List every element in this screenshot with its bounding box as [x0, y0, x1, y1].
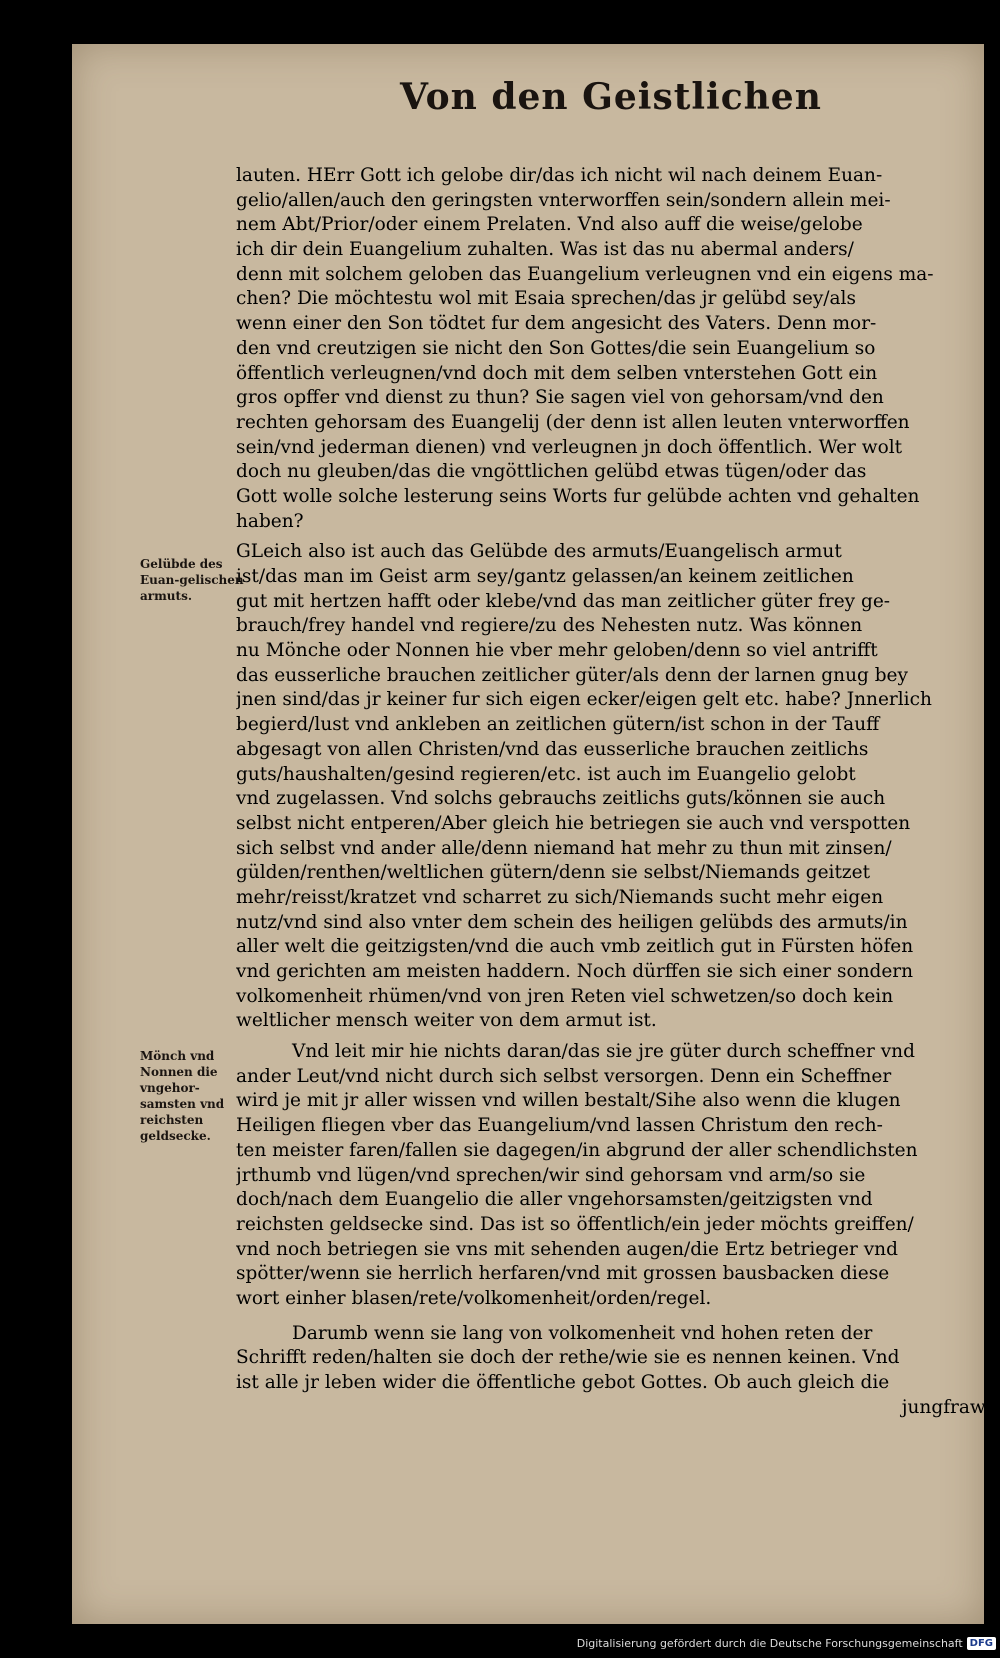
text-line: ten meister faren/fallen sie dagegen/in abgrund der aller schendlichsten [236, 1139, 918, 1161]
text-line: rechten gehorsam des Euangelij (der denn ist allen leuten vnterworffen [236, 411, 910, 433]
text-line: brauch/frey handel vnd regiere/zu des Nehesten nutz. Was können [236, 615, 863, 637]
text-line: denn mit solchem geloben das Euangelium verleugnen vnd ein eigens ma- [236, 263, 934, 285]
text-line: guts/haushalten/gesind regieren/etc. ist auch im Euangelio gelobt [236, 763, 856, 785]
paragraph [236, 164, 992, 534]
margin-note-armut: Gelübde des Euan-gelischen armuts. [140, 557, 244, 603]
text-line: das eusserliche brauchen zeitlicher güter/als denn der larnen gnug bey [236, 664, 908, 686]
text-line: Gott wolle solche lesterung seins Worts fur gelübde achten vnd gehalten [236, 485, 920, 507]
text-line: gülden/renthen/weltlichen gütern/denn sie selbst/Niemands geitzet [236, 862, 871, 884]
margin-note-moench: Mönch vnd Nonnen die vngehor-samsten vnd reichsten geldsecke. [140, 1049, 225, 1143]
paragraph [236, 1322, 992, 1421]
footer-text: Digitalisierung gefördert durch die Deutsche Forschungsgemeinschaft [576, 1636, 963, 1650]
footer [577, 1632, 996, 1654]
text-line: Darumb wenn sie lang von volkomenheit vnd hohen reten der [292, 1322, 873, 1344]
text-line: begierd/lust vnd ankleben an zeitlichen gütern/ist schon in der Tauff [236, 714, 880, 736]
text-line: gelio/allen/auch den geringsten vnterworffen sein/sondern allein mei- [236, 189, 891, 211]
text-line: jnen sind/das jr keiner fur sich eigen ecker/eigen gelt etc. habe? Jnnerlich [236, 689, 932, 711]
text-line: lauten. HErr Gott ich gelobe dir/das ich nicht wil nach deinem Euan- [236, 165, 883, 186]
text-line: sein/vnd jederman dienen) vnd verleugnen jn doch öffentlich. Wer wolt [236, 436, 903, 458]
text-line: doch nu gleuben/das die vngöttlichen gelübd etwas tügen/oder das [236, 461, 867, 483]
text-line: gros opffer vnd dienst zu thun? Sie sagen viel von gehorsam/vnd den [236, 387, 884, 409]
text-line: wort einher blasen/rete/volkomenheit/orden/regel. [236, 1287, 712, 1309]
text-line: abgesagt von allen Christen/vnd das eusserliche brauchen zeitlichs [236, 738, 869, 760]
text-line: spötter/wenn sie herrlich herfaren/vnd mit grossen bausbacken diese [236, 1263, 890, 1285]
paragraph [236, 1040, 992, 1312]
text-line: vnd noch betriegen sie vns mit sehenden augen/die Ertz betrieger vnd [236, 1238, 898, 1260]
text-line: Heiligen fliegen vber das Euangelium/vnd lassen Christum den rech- [236, 1115, 883, 1137]
text-line: Schrifft reden/halten sie doch der rethe/wie sie es nennen keinen. Vnd [236, 1347, 900, 1369]
text-line: nem Abt/Prior/oder einem Prelaten. Vnd also auff die weise/gelobe [236, 214, 863, 236]
paragraph [236, 540, 992, 1034]
text-line: GLeich also ist auch das Gelübde des armuts/Euangelisch armut [236, 541, 842, 563]
text-line: weltlicher mensch weiter von dem armut ist. [236, 1010, 657, 1032]
text-line: doch/nach dem Euangelio die aller vngehorsamsten/geitzigsten vnd [236, 1189, 873, 1211]
text-line: sich selbst vnd ander alle/denn niemand hat mehr zu thun mit zinsen/ [236, 837, 892, 859]
text-line: mehr/reisst/kratzet vnd scharret zu sich/Niemands sucht mehr eigen [236, 886, 884, 908]
text-line: vnd zugelassen. Vnd solchs gebrauchs zeitlichs guts/können sie auch [236, 788, 886, 810]
text-line: volkomenheit rhümen/vnd von jren Reten viel schwetzen/so doch kein [236, 985, 894, 1007]
text-line: ich dir dein Euangelium zuhalten. Was ist das nu abermal anders/ [236, 239, 854, 261]
text-line: wenn einer den Son tödtet fur dem angesicht des Vaters. Denn mor- [236, 313, 877, 335]
text-line: ist alle jr leben wider die öffentliche gebot Gottes. Ob auch gleich die [236, 1372, 890, 1393]
dfg-logo: DFG [967, 1637, 996, 1650]
text-line: reichsten geldsecke sind. Das ist so öffentlich/ein jeder möchts greiffen/ [236, 1213, 914, 1235]
text-line: Vnd leit mir hie nichts daran/das sie jre güter durch scheffner vnd [292, 1041, 915, 1063]
text-line: gut mit hertzen hafft oder klebe/vnd das man zeitlicher güter frey ge- [236, 590, 891, 612]
running-heading: Von den Geistlichen [400, 76, 822, 118]
text-line: selbst nicht entperen/Aber gleich hie betriegen sie auch vnd verspotten [236, 812, 911, 834]
text-line: haben? [236, 510, 304, 532]
text-line: öffentlich verleugnen/vnd doch mit dem selben vnterstehen Gott ein [236, 362, 878, 384]
text-line: nu Mönche oder Nonnen hie vber mehr geloben/denn so viel antrifft [236, 640, 878, 662]
text-line: chen? Die möchtestu wol mit Esaia sprechen/das jr gelübd sey/als [236, 288, 856, 310]
body-text [236, 164, 992, 1420]
text-line: vnd gerichten am meisten haddern. Noch dürffen sie sich einer sondern [236, 961, 914, 982]
text-line: ander Leut/vnd nicht durch sich selbst versorgen. Denn ein Scheffner [236, 1065, 892, 1087]
text-line: jungfraw- [901, 1396, 992, 1418]
text-line: aller welt die geitzigsten/vnd die auch vmb zeitlich gut in Fürsten höfen [236, 936, 914, 958]
text-line: wird je mit jr aller wissen vnd willen bestalt/Sihe also wenn die klugen [236, 1090, 901, 1112]
text-line: jrthumb vnd lügen/vnd sprechen/wir sind gehorsam vnd arm/so sie [236, 1164, 866, 1186]
text-line: ist/das man im Geist arm sey/gantz gelassen/an keinem zeitlichen [236, 566, 854, 587]
text-line: nutz/vnd sind also vnter dem schein des heiligen gelübds des armuts/in [236, 911, 908, 933]
text-line: den vnd creutzigen sie nicht den Son Gottes/die sein Euangelium so [236, 337, 876, 359]
